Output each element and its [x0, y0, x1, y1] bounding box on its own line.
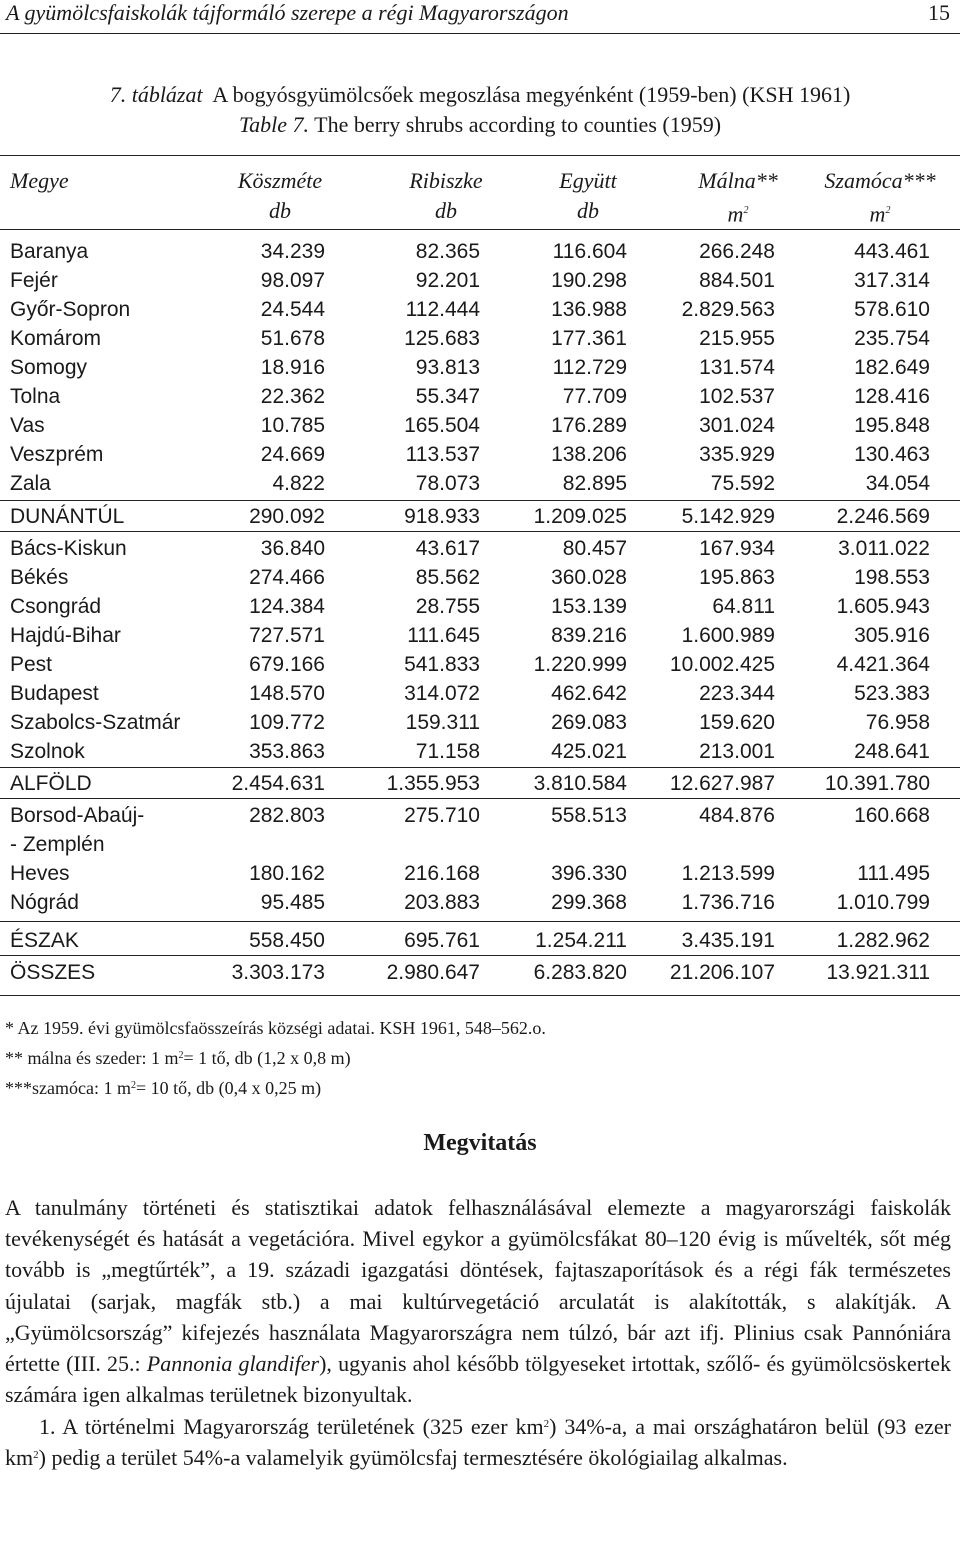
row-value: 1.605.943 — [836, 595, 930, 618]
note-3: ***szamóca: 1 $m^2= 10$ tő, db (0,4 x 0,25 m) — [5, 1078, 322, 1098]
row-value: 1.282.962 — [836, 929, 930, 952]
table-caption-hu — [0, 80, 960, 110]
row-value: 2.246.569 — [836, 505, 930, 528]
row-value: 95.485 — [260, 891, 325, 914]
row-value: 3.303.173 — [231, 961, 325, 984]
table-row — [0, 888, 960, 917]
row-value: 190.298 — [551, 269, 627, 292]
row-value: 541.833 — [404, 653, 480, 676]
row-value: 80.457 — [562, 537, 627, 560]
row-value: 82.895 — [562, 472, 627, 495]
row-value: 1.213.599 — [681, 862, 775, 885]
page-number: 15 — [928, 0, 950, 25]
row-value: 43.617 — [415, 537, 480, 560]
row-county: Békés — [10, 566, 69, 589]
subtotal-rule — [0, 798, 960, 799]
note-2: ** málna és szeder: 1 $m^2= 1$ tő, db (1,2 x 0,8 m) — [5, 1048, 351, 1068]
note-1: * Az 1959. évi gyümölcsfaösszeírás községi adatai. KSH 1961, 548–562.o. — [5, 1018, 546, 1038]
row-value: 216.168 — [404, 862, 480, 885]
table-row — [0, 534, 960, 563]
row-value: 148.570 — [249, 682, 325, 705]
row-county: Komárom — [10, 327, 102, 350]
row-county: ALFÖLD — [10, 772, 92, 795]
row-county: DUNÁNTÚL — [10, 505, 125, 528]
row-value: 182.649 — [854, 356, 930, 379]
row-county: Szolnok — [10, 740, 85, 763]
row-value: 266.248 — [699, 240, 775, 263]
table-row — [0, 237, 960, 266]
row-value: 22.362 — [260, 385, 325, 408]
table-row — [0, 469, 960, 498]
row-value: 275.710 — [404, 804, 480, 827]
row-county: Heves — [10, 862, 70, 885]
row-value: 3.810.584 — [533, 772, 627, 795]
row-county: Borsod-Abaúj- — [10, 804, 145, 827]
row-value: 235.754 — [854, 327, 930, 350]
row-value: 1.736.716 — [681, 891, 775, 914]
row-value: 274.466 — [249, 566, 325, 589]
row-county: Veszprém — [10, 443, 104, 466]
row-value: 18.916 — [260, 356, 325, 379]
running-head-title: A gyümölcsfaiskolák tájformáló szerepe a régi Magyarországon — [6, 0, 569, 25]
table-row — [0, 592, 960, 621]
row-value: 128.416 — [854, 385, 930, 408]
row-value: 4.822 — [272, 472, 325, 495]
subtotal-rule — [0, 531, 960, 532]
row-value: 317.314 — [854, 269, 930, 292]
row-value: 112.444 — [405, 298, 480, 321]
row-value: 679.166 — [249, 653, 325, 676]
row-county: Győr-Sopron — [10, 298, 131, 321]
row-value: 51.678 — [260, 327, 325, 350]
table-row — [0, 382, 960, 411]
row-value: 176.289 — [551, 414, 627, 437]
row-value: 884.501 — [699, 269, 775, 292]
table-row — [0, 411, 960, 440]
row-value: 13.921.311 — [826, 961, 930, 984]
row-value: 6.283.820 — [533, 961, 627, 984]
row-value: 102.537 — [699, 385, 775, 408]
row-value: 1.355.953 — [386, 772, 480, 795]
col-header-ribiszke: Ribiszke db — [409, 168, 483, 223]
row-value: 839.216 — [551, 624, 627, 647]
table-notes — [5, 1014, 546, 1102]
table-row — [0, 440, 960, 469]
row-value: 918.933 — [404, 505, 480, 528]
row-value: 578.610 — [854, 298, 930, 321]
col-header-egyutt: Együtt db — [559, 168, 617, 223]
row-value: 24.544 — [260, 298, 325, 321]
row-value: 425.021 — [551, 740, 627, 763]
row-value: 203.883 — [404, 891, 480, 914]
table-row — [0, 502, 960, 531]
row-value: 12.627.987 — [669, 772, 775, 795]
row-value: 98.097 — [260, 269, 325, 292]
row-value: 153.139 — [551, 595, 627, 618]
caption-en-text: The berry shrubs according to counties (1959) — [314, 112, 722, 137]
table-caption-en — [0, 110, 960, 140]
col-header-megye: Megye — [10, 168, 69, 193]
row-value: 165.504 — [404, 414, 480, 437]
header-rule — [0, 33, 960, 34]
table-row — [0, 708, 960, 737]
caption-en-label: Table 7. — [238, 112, 310, 137]
row-value: 64.811 — [712, 595, 775, 618]
row-value: 71.158 — [415, 740, 480, 763]
table-row — [0, 859, 960, 888]
table-row — [0, 266, 960, 295]
subtotal-rule — [0, 921, 960, 922]
row-county: Vas — [10, 414, 45, 437]
subtotal-rule — [0, 767, 960, 768]
row-value: 125.683 — [404, 327, 480, 350]
table-row — [0, 926, 960, 955]
row-value: 34.239 — [260, 240, 325, 263]
paragraph-2: 1. A történelmi Magyarország területének (325 ezer $km^2$) 34%-a, a mai országhatáron belül (93 ezer $km^2$) pedig a terület 54%-a valamelyik gyümölcsfaj termesztésére ökológiailag alkalmas. — [5, 1414, 951, 1471]
table-row — [0, 650, 960, 679]
row-value: 167.934 — [699, 537, 775, 560]
row-value: 159.620 — [699, 711, 775, 734]
row-value: 1.600.989 — [681, 624, 775, 647]
row-value: 116.604 — [552, 240, 627, 263]
subtotal-rule — [0, 500, 960, 501]
table-top-rule — [0, 155, 960, 156]
row-value: 443.461 — [854, 240, 930, 263]
row-value: 353.863 — [249, 740, 325, 763]
table-row — [0, 737, 960, 766]
row-value: 558.513 — [551, 804, 627, 827]
row-value: 3.011.022 — [838, 537, 930, 560]
row-value: 335.929 — [699, 443, 775, 466]
section-title: Megvitatás — [423, 1130, 537, 1156]
row-value: 396.330 — [551, 862, 627, 885]
row-value: 36.840 — [260, 537, 325, 560]
row-value: 124.384 — [249, 595, 325, 618]
row-value: 130.463 — [854, 443, 930, 466]
row-value: 113.537 — [405, 443, 480, 466]
row-value: 21.206.107 — [669, 961, 775, 984]
row-value: 3.435.191 — [681, 929, 775, 952]
row-county: - Zemplén — [10, 833, 105, 856]
paragraph-1: A tanulmány történeti és statisztikai adatok felhasználásával elemezte a magyarországi faiskolák tevékenységét és hatását a vegetációra. Mivel egykor a gyümölcsfákat 80–120 évig is művelték, sőt még tovább is „megtűrték”, a 19. századi igazgatási döntések, fajtaszaporítások és a régi fák természetes újulatai (sarjak, magfák stb.) a mai kultúrvegetáció arculatát is alakították, s alakítják. A „Gyümölcsország” kifejezés használata Magyarországra nem túlzó, bár azt ifj. Plinius csak Pannóniára értette (III. 25.: Pannonia glandifer), ugyanis ahol később tölgyeseket irtottak, szőlő- és gyümölcsöskertek számára igen alkalmas területnek bizonyultak. — [5, 1195, 952, 1408]
row-value: 2.454.631 — [231, 772, 325, 795]
row-value: 180.162 — [249, 862, 325, 885]
row-county: Budapest — [10, 682, 99, 705]
row-value: 109.772 — [249, 711, 325, 734]
row-value: 269.083 — [551, 711, 627, 734]
table-row — [0, 801, 960, 830]
row-value: 695.761 — [404, 929, 480, 952]
table-row — [0, 769, 960, 798]
row-value: 55.347 — [415, 385, 480, 408]
row-value: 314.072 — [404, 682, 480, 705]
row-value: 76.958 — [865, 711, 930, 734]
row-value: 1.010.799 — [836, 891, 930, 914]
col-header-koszmete: Köszméte db — [237, 168, 323, 223]
row-value: 75.592 — [710, 472, 775, 495]
row-value: 484.876 — [699, 804, 775, 827]
row-value: 111.645 — [407, 624, 480, 647]
row-value: 177.361 — [551, 327, 627, 350]
col-header-malna: Málna** $m^2$ — [698, 168, 778, 227]
caption-hu-text: A bogyósgyümölcsőek megoszlása megyénként (1959-ben) (KSH 1961) — [212, 82, 851, 107]
row-county: Zala — [10, 472, 51, 495]
row-value: 10.002.425 — [669, 653, 775, 676]
table-row — [0, 621, 960, 650]
row-value: 2.829.563 — [681, 298, 775, 321]
row-value: 213.001 — [699, 740, 775, 763]
row-county: Csongrád — [10, 595, 102, 618]
row-value: 160.668 — [854, 804, 930, 827]
row-value: 10.785 — [260, 414, 325, 437]
running-head — [6, 0, 950, 26]
row-value: 523.383 — [854, 682, 930, 705]
row-value: 34.054 — [865, 472, 930, 495]
row-value: 248.641 — [854, 740, 930, 763]
row-value: 82.365 — [415, 240, 480, 263]
row-county: Pest — [10, 653, 53, 676]
row-value: 24.669 — [260, 443, 325, 466]
row-county: Nógrád — [10, 891, 79, 914]
row-value: 159.311 — [405, 711, 480, 734]
table-header-rule — [0, 229, 960, 230]
row-value: 198.553 — [854, 566, 930, 589]
table-row — [0, 563, 960, 592]
row-county: Baranya — [10, 240, 89, 263]
subtotal-rule — [0, 955, 960, 956]
table-row — [0, 830, 960, 859]
row-value: 1.209.025 — [533, 505, 627, 528]
row-value: 131.574 — [699, 356, 775, 379]
row-county: ÖSSZES — [10, 961, 96, 984]
row-value: 558.450 — [249, 929, 325, 952]
row-value: 1.220.999 — [533, 653, 627, 676]
row-value: 727.571 — [249, 624, 325, 647]
row-value: 215.955 — [699, 327, 775, 350]
table-row — [0, 353, 960, 382]
row-value: 223.344 — [699, 682, 775, 705]
row-county: Hajdú-Bihar — [10, 624, 121, 647]
row-value: 10.391.780 — [824, 772, 930, 795]
row-value: 360.028 — [551, 566, 627, 589]
row-value: 138.206 — [551, 443, 627, 466]
row-county: Fejér — [10, 269, 58, 292]
col-header-szamoca: Szamóca*** $m^2$ — [824, 168, 936, 227]
table-row — [0, 679, 960, 708]
row-value: 195.848 — [854, 414, 930, 437]
row-value: 28.755 — [415, 595, 480, 618]
row-value: 462.642 — [551, 682, 627, 705]
row-value: 305.916 — [854, 624, 930, 647]
row-value: 282.803 — [249, 804, 325, 827]
row-value: 78.073 — [415, 472, 480, 495]
row-value: 195.863 — [699, 566, 775, 589]
row-value: 1.254.211 — [535, 929, 627, 952]
row-value: 111.495 — [857, 862, 930, 885]
row-value: 136.988 — [551, 298, 627, 321]
row-value: 4.421.364 — [836, 653, 930, 676]
table-row — [0, 958, 960, 987]
row-county: Bács-Kiskun — [10, 537, 127, 560]
row-county: Somogy — [10, 356, 88, 379]
row-value: 5.142.929 — [681, 505, 775, 528]
row-value: 299.368 — [551, 891, 627, 914]
row-value: 77.709 — [562, 385, 627, 408]
row-county: Szabolcs-Szatmár — [10, 711, 181, 734]
table-bottom-rule — [0, 995, 960, 996]
row-value: 290.092 — [249, 505, 325, 528]
row-value: 112.729 — [552, 356, 627, 379]
row-value: 85.562 — [415, 566, 480, 589]
row-value: 2.980.647 — [386, 961, 480, 984]
table-row — [0, 324, 960, 353]
row-value: 301.024 — [699, 414, 775, 437]
row-value: 92.201 — [415, 269, 480, 292]
row-county: ÉSZAK — [10, 929, 79, 952]
row-county: Tolna — [10, 385, 61, 408]
table-row — [0, 295, 960, 324]
row-value: 93.813 — [415, 356, 480, 379]
caption-hu-label: 7. táblázat — [109, 82, 203, 107]
